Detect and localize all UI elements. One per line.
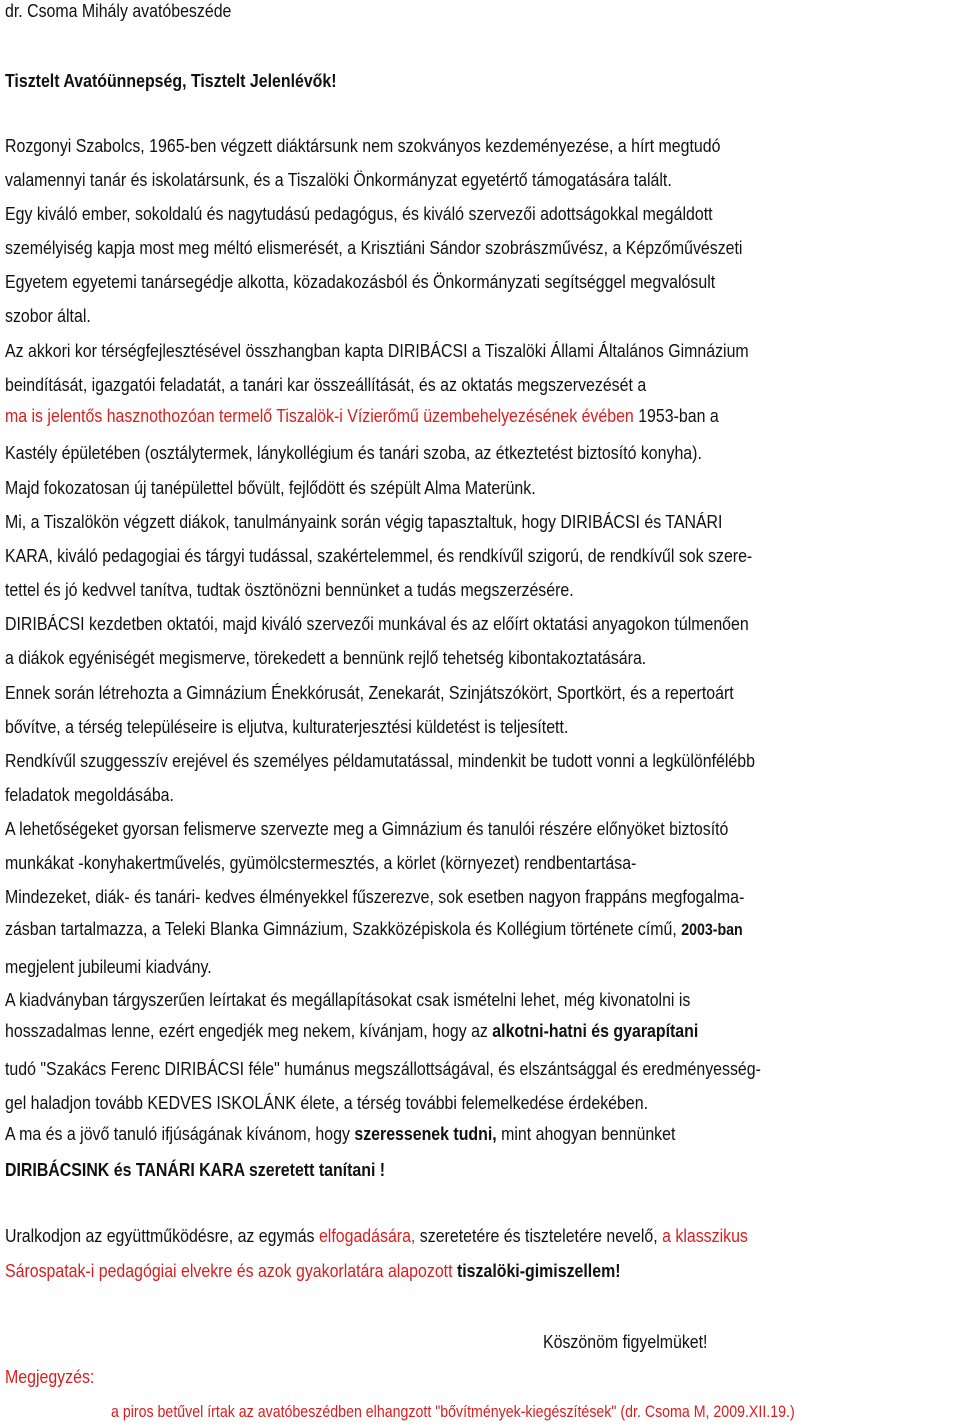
note-label: Megjegyzés: bbox=[5, 1366, 95, 1387]
red-addition: ma is jelentős hasznothozóan termelő Tiszalök-i Vízierőmű üzembehelyezésének évében bbox=[5, 405, 634, 426]
bold-phrase: alkotni-hatni és gyarapítani bbox=[492, 1020, 699, 1041]
paragraph-2-line: Egyetem egyetemi tanársegédje alkotta, közadakozásból és Önkormányzati segítséggel megvalósult bbox=[5, 271, 716, 292]
closing-text: szeretetére és tiszteletére nevelő, bbox=[415, 1225, 663, 1246]
bold-phrase: tiszalöki-gimiszellem! bbox=[456, 1260, 621, 1281]
red-addition: elfogadására, bbox=[318, 1225, 416, 1246]
paragraph-5-line: a diákok egyéniségét megismerve, törekedett a bennünk rejlő tehetség kibontakoztatására. bbox=[5, 647, 647, 668]
paragraph-7-line: Mindezeket, diák- és tanári- kedves élményekkel fűszerezve, sok esetben nagyon frappáns megfogalma- bbox=[5, 886, 745, 907]
paragraph-7-line bbox=[5, 918, 743, 941]
paragraph-4-line: Mi, a Tiszalökön végzett diákok, tanulmányaink során végig tapasztaltuk, hogy DIRIBÁCSI és TANÁRI bbox=[5, 511, 723, 532]
paragraph-2-line: személyiség kapja most meg méltó elismerését, a Krisztiáni Sándor szobrászművész, a Képzőművészeti bbox=[5, 237, 743, 258]
paragraph-1-line: valamennyi tanár és iskolatársunk, és a Tiszalöki Önkormányzat egyetértő támogatására talált. bbox=[5, 169, 672, 190]
paragraph-2-line: Egy kiváló ember, sokoldalú és nagytudású pedagógus, és kiváló szervezői adottságokkal megáldott bbox=[5, 203, 713, 224]
paragraph-7-line: munkákat -konyhakertművelés, gyümölcstermesztés, a körlet (környezet) rendbentartása- bbox=[5, 852, 637, 873]
paragraph-8-line: A kiadványban tárgyszerűen leírtakat és megállapításokat csak ismételni lehet, még kivonatolni is bbox=[5, 989, 691, 1010]
wish-text: mint ahogyan bennünket bbox=[496, 1123, 676, 1144]
paragraph-6-line: bővítve, a térség településeire is eljutva, kulturaterjesztési küldetést is teljesített. bbox=[5, 716, 569, 737]
paragraph-4-line: tettel és jó kedvvel tanítva, tudtak ösztönözni bennünket a tudás megszerzésére. bbox=[5, 579, 574, 600]
wish-text: A ma és a jövő tanuló ifjúságának kívánom, hogy bbox=[5, 1123, 355, 1144]
red-addition: a klasszikus bbox=[662, 1225, 748, 1246]
year-text: 1953-ban a bbox=[633, 405, 719, 426]
thanks-text: Köszönöm figyelmüket! bbox=[543, 1331, 708, 1352]
speech-heading: dr. Csoma Mihály avatóbeszéde bbox=[5, 0, 232, 21]
paragraph-9-line bbox=[5, 1123, 675, 1145]
paragraph-7-line: A lehetőségeket gyorsan felismerve szervezte meg a Gimnázium és tanulói részére előnyöket biztosító bbox=[5, 818, 729, 839]
paragraph-4-line: KARA, kiváló pedagogiai és tárgyi tudással, szakértelemmel, és rendkívűl szigorú, de rendkívűl sok szere- bbox=[5, 545, 753, 566]
paragraph-8-line bbox=[5, 1020, 698, 1042]
bold-phrase: szeressenek tudni, bbox=[354, 1123, 497, 1144]
note-text: a piros betűvel írtak az avatóbeszédben elhangzott "bővítmények-kiegészítések" (dr. Csoma M, 2009.XII.19.) bbox=[111, 1403, 795, 1421]
paragraph-5-line: DIRIBÁCSI kezdetben oktatói, majd kiváló szervezői munkával és az előírt oktatási anyagokon túlmenően bbox=[5, 613, 749, 634]
paragraph-10-line bbox=[5, 1225, 748, 1247]
paragraph-8-line: tudó "Szakács Ferenc DIRIBÁCSI féle" humánus megszállottságával, és elszántsággal és eredményesség- bbox=[5, 1058, 761, 1079]
paragraph-10-line bbox=[5, 1260, 621, 1282]
closing-text: Uralkodjon az együttműködésre, az egymás bbox=[5, 1225, 319, 1246]
paragraph-6-line: feladatok megoldásába. bbox=[5, 784, 174, 805]
red-addition: Sárospatak-i pedagógiai elvekre és azok gyakorlatára alapozott bbox=[5, 1260, 457, 1281]
paragraph-7-line: megjelent jubileumi kiadvány. bbox=[5, 956, 212, 977]
paragraph-1-line: Rozgonyi Szabolcs, 1965-ben végzett diáktársunk nem szokványos kezdeményezése, a hírt megtudó bbox=[5, 135, 721, 156]
publication-year: 2003-ban bbox=[681, 921, 743, 939]
paragraph-3-line: Majd fokozatosan új tanépülettel bővült, fejlődött és szépült Alma Materünk. bbox=[5, 477, 536, 498]
wish-text: hosszadalmas lenne, ezért engedjék meg nekem, kívánjam, hogy az bbox=[5, 1020, 493, 1041]
paragraph-3-line: beindítását, igazgatói feladatát, a tanári kar összeállítását, és az oktatás megszervezését a bbox=[5, 374, 647, 395]
publication-text: zásban tartalmazza, a Teleki Blanka Gimnázium, Szakközépiskola és Kollégium története című, bbox=[5, 918, 682, 939]
paragraph-2-line: szobor által. bbox=[5, 305, 91, 326]
paragraph-3-line: Kastély épületében (osztálytermek, lánykollégium és tanári szoba, az étkeztetést biztosító konyha). bbox=[5, 442, 702, 463]
salutation: Tisztelt Avatóünnepség, Tisztelt Jelenlévők! bbox=[5, 70, 337, 91]
paragraph-6-line: Rendkívűl szuggesszív erejével és személyes példamutatással, mindenkit be tudott vonni a legkülönfélébb bbox=[5, 750, 755, 771]
paragraph-8-line: gel haladjon tovább KEDVES ISKOLÁNK élete, a térség további felemelkedése érdekében. bbox=[5, 1092, 648, 1113]
paragraph-9-line: DIRIBÁCSINK és TANÁRI KARA szeretett tanítani ! bbox=[5, 1159, 386, 1180]
paragraph-3-line: Az akkori kor térségfejlesztésével összhangban kapta DIRIBÁCSI a Tiszalöki Állami Általános Gimnázium bbox=[5, 340, 749, 361]
paragraph-3-line bbox=[5, 405, 719, 427]
paragraph-6-line: Ennek során létrehozta a Gimnázium Énekkórusát, Zenekarát, Szinjátszókört, Sportkört, és a repertoárt bbox=[5, 682, 734, 703]
